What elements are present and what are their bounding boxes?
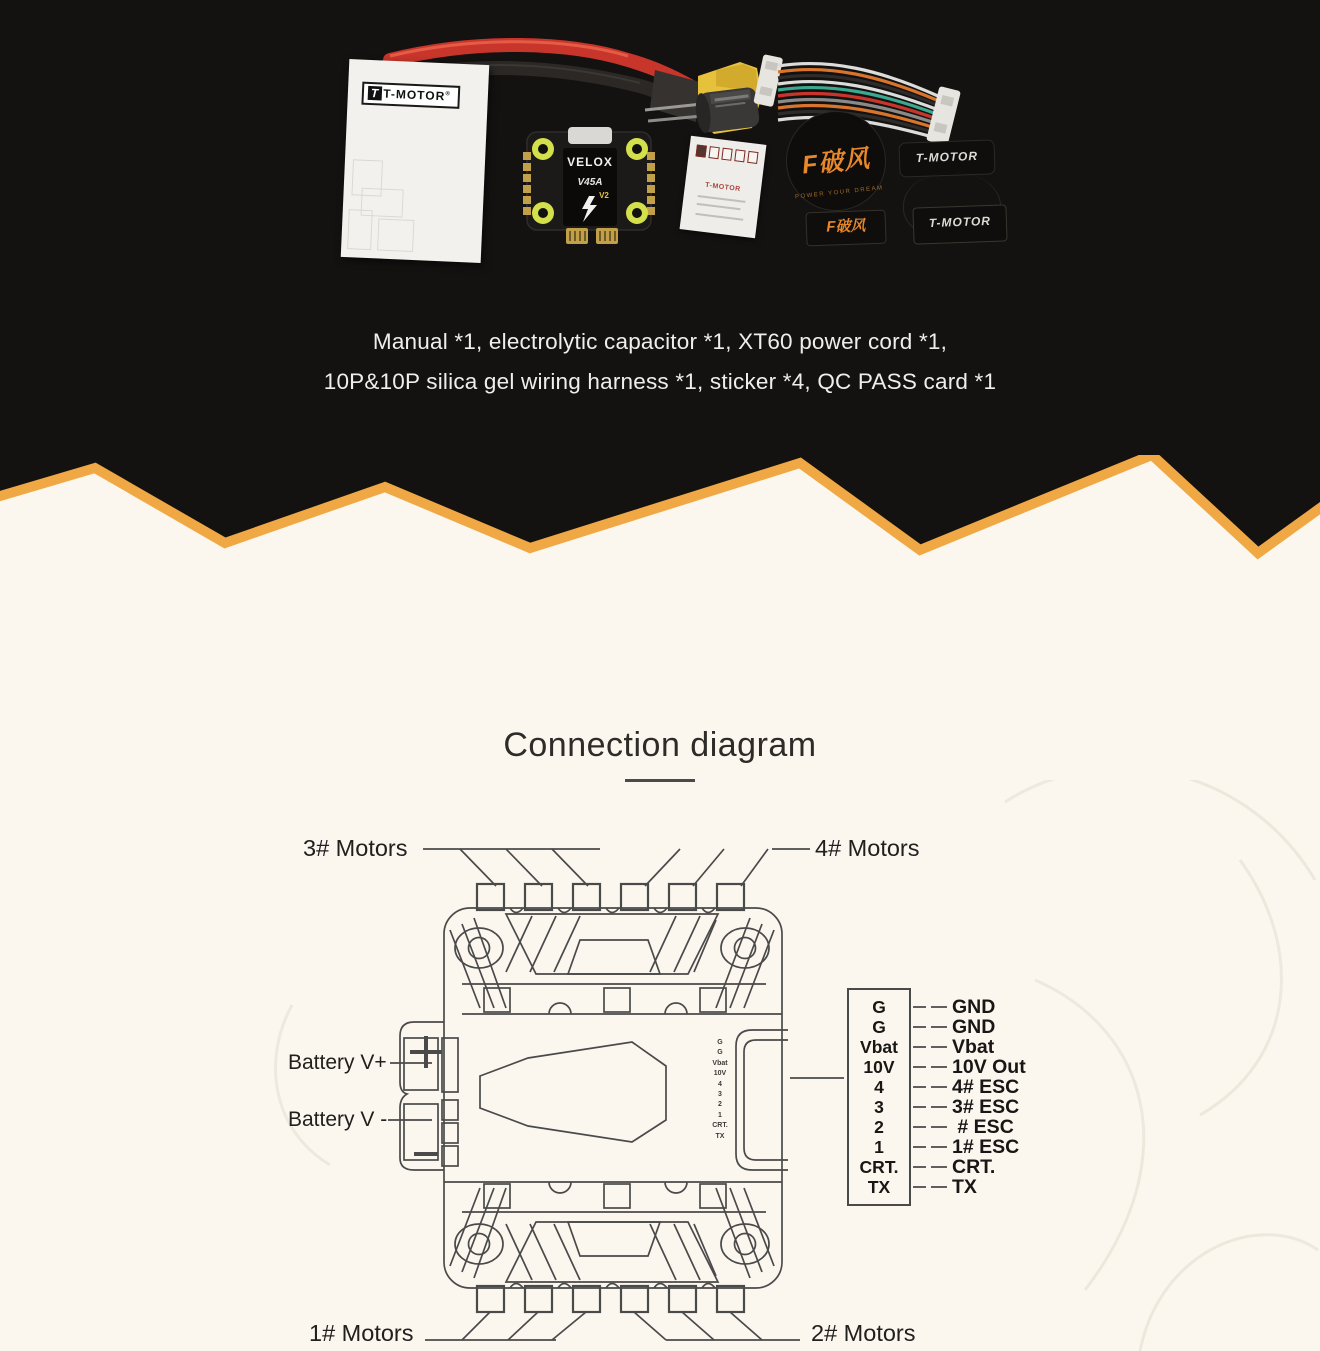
output-label: Vbat: [952, 1036, 995, 1058]
rect-storm-sticker: [805, 210, 886, 247]
battery-connector: [400, 1022, 458, 1170]
tmotor-sticker-text: T-MOTOR: [928, 213, 992, 231]
caption-line-1: Manual *1, electrolytic capacitor *1, XT60 power cord *1,: [372, 329, 948, 354]
background-watermark: [276, 780, 1318, 1351]
tmotor-sticker-text: T-MOTOR: [915, 148, 979, 166]
diagram-title: Connection diagram: [503, 726, 817, 764]
output-label: 1# ESC: [952, 1136, 1020, 1158]
package-contents-section: [0, 0, 1320, 455]
motor-leaders-bottom: [425, 1312, 800, 1340]
pin-table-outputs: [952, 997, 1092, 1197]
manual-sketch-lines: [347, 159, 421, 252]
label-1-motors: 1# Motors: [309, 1320, 414, 1346]
package-contents-caption: [0, 322, 1320, 402]
storm-logo: F破风: [800, 144, 872, 180]
qc-text-line: [698, 195, 746, 203]
qc-text-line: [695, 213, 743, 221]
capacitor-body: [694, 86, 760, 133]
qc-pass-card: [680, 136, 767, 239]
label-3-motors: 3# Motors: [303, 835, 408, 861]
storm-slogan: POWER YOUR DREAM: [794, 185, 884, 201]
connection-diagram: [0, 780, 1320, 1351]
rect-tmotor-sticker: [912, 204, 1007, 244]
output-label: GND: [952, 996, 996, 1018]
pin-label: CRT.: [859, 1157, 899, 1177]
motor-leaders-top: [423, 849, 810, 886]
manual-brand-text: T-MOTOR: [382, 86, 446, 104]
pin-label: 3: [874, 1097, 884, 1117]
center-shield-outline: [480, 1042, 666, 1142]
storm-logo-small: F破风: [826, 217, 866, 236]
label-battery-plus: Battery V+: [288, 1051, 387, 1074]
pin-label: 2: [874, 1117, 884, 1137]
output-label: 10V Out: [952, 1056, 1026, 1078]
pin-label: G: [872, 997, 886, 1017]
battery-leaders: [388, 1063, 432, 1120]
output-label: # ESC: [952, 1116, 1014, 1138]
output-label: GND: [952, 1016, 996, 1038]
caption-line-2: 10P&10P silica gel wiring harness *1, sticker *4, QC PASS card *1: [323, 369, 997, 394]
esc-top-connector: [568, 127, 612, 144]
tmotor-logo: T T-MOTOR®: [361, 82, 460, 109]
esc-model-text: V45A: [577, 177, 603, 188]
tmotor-t-icon: T: [368, 86, 383, 101]
qc-stamps: [696, 145, 759, 164]
qc-text-line: [697, 203, 741, 210]
pin-table-pins: [847, 997, 911, 1197]
output-label: CRT.: [952, 1156, 996, 1178]
motor-pads-top: [477, 884, 744, 910]
xt60-heatshrink: [650, 70, 700, 122]
pin-label: 1: [874, 1137, 884, 1157]
diagram-drawing: [0, 780, 1320, 1351]
pin-label: 4: [874, 1077, 884, 1097]
signal-connector: [736, 1030, 788, 1170]
output-label: TX: [952, 1176, 977, 1198]
esc-board: [523, 127, 655, 244]
pin-label: 10V: [863, 1057, 895, 1077]
pin-label: TX: [867, 1177, 891, 1197]
board-silkscreen-text: G G Vbat 10V 4 3 2 1 CRT. TX: [712, 1039, 728, 1140]
esc-version-text: V2: [599, 191, 609, 200]
pin-label: Vbat: [860, 1037, 898, 1057]
pin-label: G: [872, 1017, 886, 1037]
label-4-motors: 4# Motors: [815, 835, 920, 861]
output-label: 4# ESC: [952, 1076, 1020, 1098]
label-2-motors: 2# Motors: [811, 1320, 916, 1346]
zigzag-divider: [0, 455, 1320, 567]
esc-brand-text: VELOX: [567, 155, 613, 169]
pin-stub-lines: [913, 1007, 947, 1187]
manual-booklet: [341, 59, 490, 263]
output-label: 3# ESC: [952, 1096, 1020, 1118]
label-battery-minus: Battery V -: [288, 1108, 388, 1131]
qc-brand-text: T-MOTOR: [704, 181, 742, 194]
motor-pads-bottom: [477, 1286, 744, 1312]
